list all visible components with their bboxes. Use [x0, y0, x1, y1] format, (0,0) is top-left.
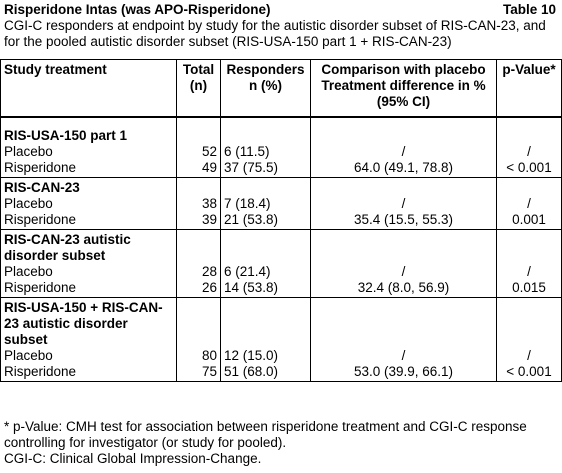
table-footnotes	[4, 419, 560, 467]
cell-treatment: Placebo	[1, 264, 177, 280]
cell-responders: 14 (53.8)	[221, 280, 311, 298]
cell-pvalue: 0.001	[497, 212, 562, 230]
group-empty-cell	[177, 298, 221, 349]
cell-responders: 6 (21.4)	[221, 264, 311, 280]
cell-responders: 37 (75.5)	[221, 160, 311, 178]
group-row	[1, 230, 562, 265]
cell-responders: 21 (53.8)	[221, 212, 311, 230]
table-row	[1, 280, 562, 298]
cell-difference: 64.0 (49.1, 78.8)	[311, 160, 497, 178]
cell-total: 39	[177, 212, 221, 230]
cell-difference: /	[311, 196, 497, 212]
cell-pvalue: < 0.001	[497, 364, 562, 382]
cell-pvalue: < 0.001	[497, 160, 562, 178]
group-empty-cell	[177, 178, 221, 197]
cell-total: 38	[177, 196, 221, 212]
group-empty-cell	[221, 117, 311, 144]
group-empty-cell	[497, 117, 562, 144]
cell-treatment: Placebo	[1, 196, 177, 212]
cell-treatment: Risperidone	[1, 160, 177, 178]
table-row	[1, 264, 562, 280]
group-empty-cell	[497, 298, 562, 349]
group-empty-cell	[221, 230, 311, 265]
group-name: RIS-USA-150 part 1	[1, 117, 177, 144]
cell-total: 26	[177, 280, 221, 298]
col-header-total: Total (n)	[177, 60, 221, 118]
group-row	[1, 178, 562, 197]
col-header-pvalue: p-Value*	[497, 60, 562, 118]
table-header-row	[1, 60, 562, 118]
group-row	[1, 117, 562, 144]
cell-responders: 51 (68.0)	[221, 364, 311, 382]
footnote-pvalue: * p-Value: CMH test for association between risperidone treatment and CGI-C response controlling for investigator (or study for pooled).	[4, 419, 527, 450]
cell-treatment: Risperidone	[1, 212, 177, 230]
group-name: RIS-CAN-23 autistic disorder subset	[1, 230, 177, 265]
group-empty-cell	[221, 178, 311, 197]
cell-pvalue: /	[497, 196, 562, 212]
cell-pvalue: /	[497, 348, 562, 364]
cell-difference: 53.0 (39.9, 66.1)	[311, 364, 497, 382]
group-empty-cell	[311, 298, 497, 349]
cell-pvalue: 0.015	[497, 280, 562, 298]
table-row	[1, 348, 562, 364]
table-number: Table 10	[502, 2, 556, 17]
group-empty-cell	[497, 178, 562, 197]
group-empty-cell	[177, 230, 221, 265]
cell-difference: /	[311, 264, 497, 280]
cell-total: 49	[177, 160, 221, 178]
cell-pvalue: /	[497, 144, 562, 160]
table-row	[1, 144, 562, 160]
results-table	[0, 59, 562, 382]
table-row	[1, 160, 562, 178]
group-empty-cell	[497, 230, 562, 265]
group-empty-cell	[177, 117, 221, 144]
table-body	[1, 117, 562, 382]
group-name: RIS-CAN-23	[1, 178, 177, 197]
cell-treatment: Placebo	[1, 348, 177, 364]
group-row	[1, 298, 562, 349]
col-header-comparison: Comparison with placebo Treatment difference in % (95% CI)	[311, 60, 497, 118]
cell-difference: 32.4 (8.0, 56.9)	[311, 280, 497, 298]
cell-total: 28	[177, 264, 221, 280]
table-caption: CGI-C responders at endpoint by study for the autistic disorder subset of RIS-CAN-23, and for the pooled autistic disorder subset (RIS-USA-150 part 1 + RIS-CAN-23)	[4, 18, 546, 49]
cell-responders: 12 (15.0)	[221, 348, 311, 364]
cell-total: 52	[177, 144, 221, 160]
cell-treatment: Risperidone	[1, 364, 177, 382]
cell-difference: 35.4 (15.5, 55.3)	[311, 212, 497, 230]
cell-treatment: Placebo	[1, 144, 177, 160]
group-name: RIS-USA-150 + RIS-CAN-23 autistic disorder subset	[1, 298, 177, 349]
cell-treatment: Risperidone	[1, 280, 177, 298]
cell-total: 80	[177, 348, 221, 364]
cell-responders: 7 (18.4)	[221, 196, 311, 212]
group-empty-cell	[311, 230, 497, 265]
table-row	[1, 364, 562, 382]
col-header-responders: Responders n (%)	[221, 60, 311, 118]
cell-difference: /	[311, 348, 497, 364]
table-row	[1, 212, 562, 230]
group-empty-cell	[311, 117, 497, 144]
table-header	[4, 1, 558, 18]
cell-total: 75	[177, 364, 221, 382]
cell-pvalue: /	[497, 264, 562, 280]
group-empty-cell	[311, 178, 497, 197]
footnote-cgic: CGI-C: Clinical Global Impression-Change.	[4, 451, 262, 466]
document-title: Risperidone Intas (was APO-Risperidone)	[4, 2, 271, 17]
col-header-study: Study treatment	[1, 60, 177, 118]
cell-responders: 6 (11.5)	[221, 144, 311, 160]
group-empty-cell	[221, 298, 311, 349]
table-row	[1, 196, 562, 212]
cell-difference: /	[311, 144, 497, 160]
